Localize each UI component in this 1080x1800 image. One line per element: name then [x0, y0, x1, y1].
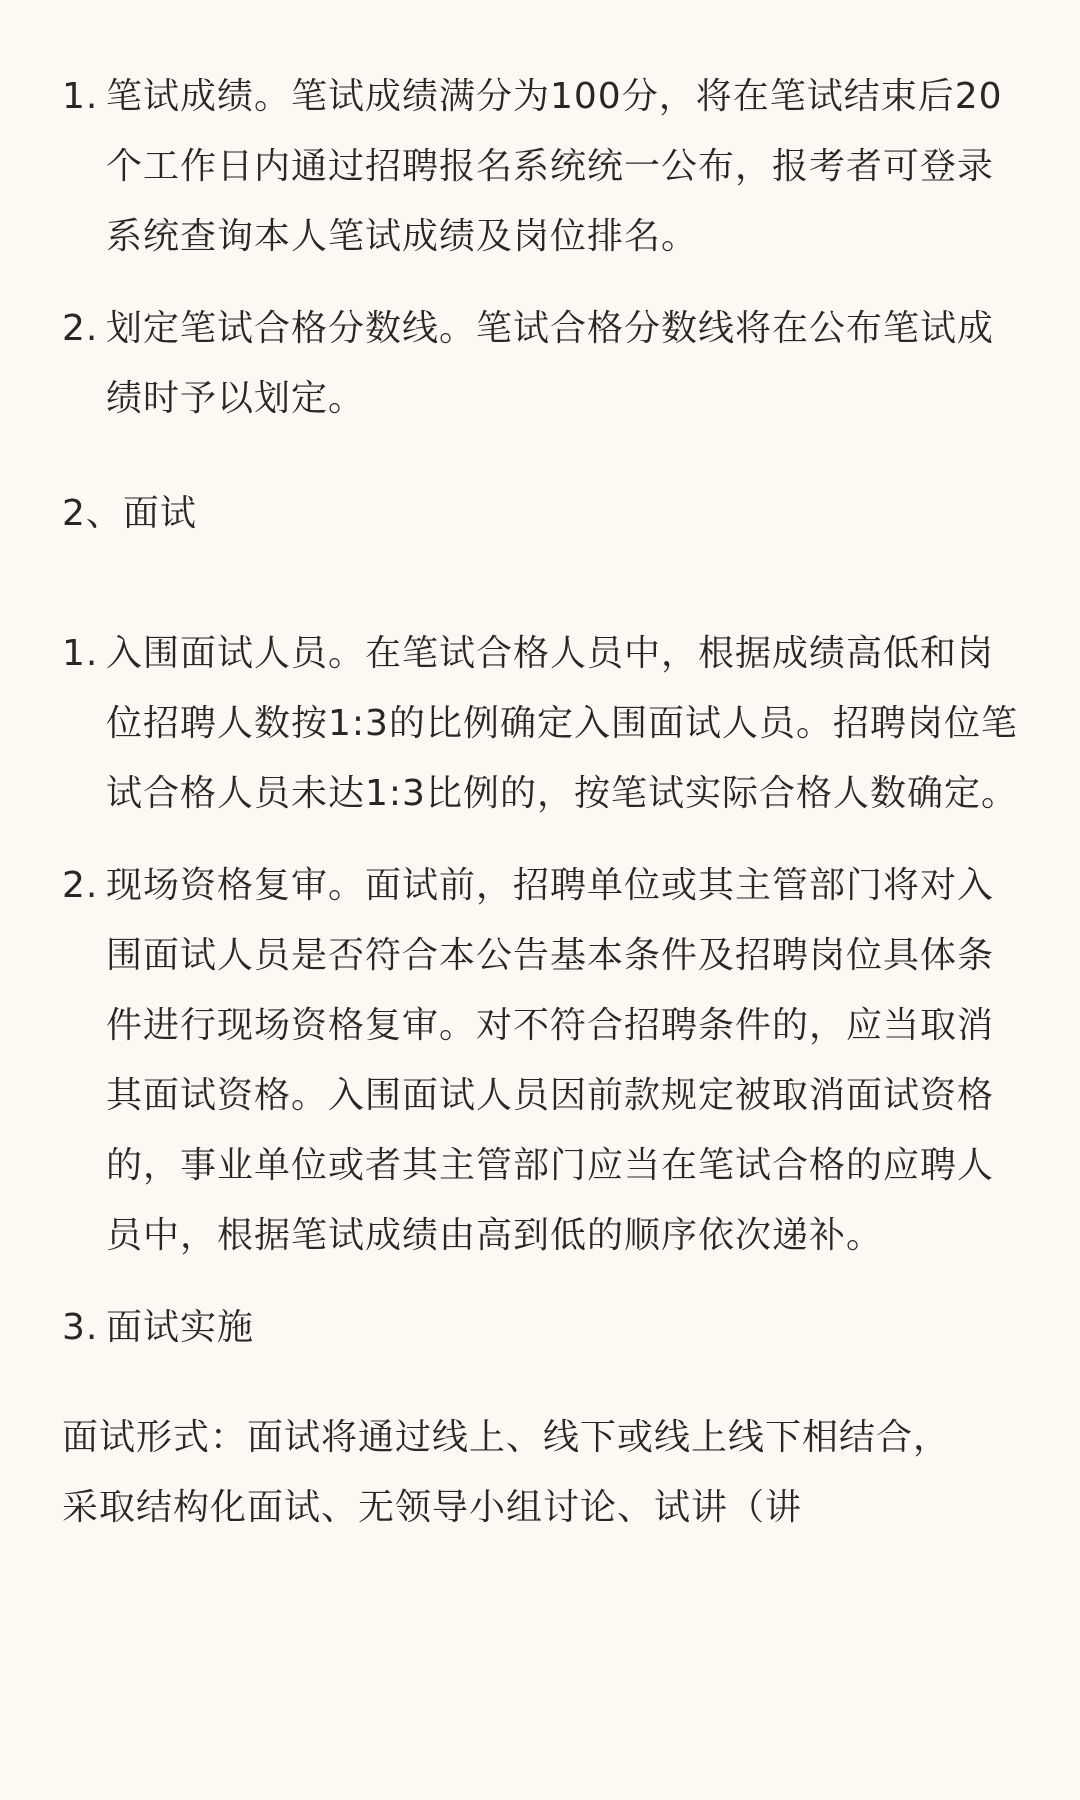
interview-form-paragraph: 面试形式：面试将通过线上、线下或线上线下相结合，采取结构化面试、无领导小组讨论、试讲（讲 — [62, 1417, 951, 1528]
list-item-text: 入围面试人员。在笔试合格人员中，根据成绩高低和岗位招聘人数按1:3的比例确定入围面试人员。招聘岗位笔试合格人员未达1:3比例的，按笔试实际合格人数确定。 — [106, 633, 1018, 814]
list-item — [62, 294, 1018, 434]
list-item-text: 现场资格复审。面试前，招聘单位或其主管部门将对入围面试人员是否符合本公告基本条件及招聘岗位具体条件进行现场资格复审。对不符合招聘条件的，应当取消其面试资格。入围面试人员因前款规定被取消面试资格的，事业单位或者其主管部门应当在笔试合格的应聘人员中，根据笔试成绩由高到低的顺序依次递补。 — [106, 865, 995, 1256]
list-item-number: 2. — [62, 865, 99, 906]
list-item-text: 笔试成绩。笔试成绩满分为100分，将在笔试结束后20个工作日内通过招聘报名系统统一公布，报考者可登录系统查询本人笔试成绩及岗位排名。 — [106, 76, 1003, 257]
list-item-text: 划定笔试合格分数线。笔试合格分数线将在公布笔试成绩时予以划定。 — [106, 308, 995, 419]
interview-list — [62, 619, 1018, 1363]
list-item — [62, 851, 1018, 1271]
list-item-number: 1. — [62, 633, 99, 674]
list-item-text: 面试实施 — [106, 1307, 255, 1348]
section-heading-interview: 2、面试 — [62, 493, 197, 534]
list-item-number: 2. — [62, 308, 99, 349]
list-item-number: 1. — [62, 76, 99, 117]
list-item — [62, 619, 1018, 829]
list-item-number: 3. — [62, 1307, 99, 1348]
written-exam-list — [62, 62, 1018, 434]
list-item — [62, 62, 1018, 272]
list-item — [62, 1293, 1018, 1363]
